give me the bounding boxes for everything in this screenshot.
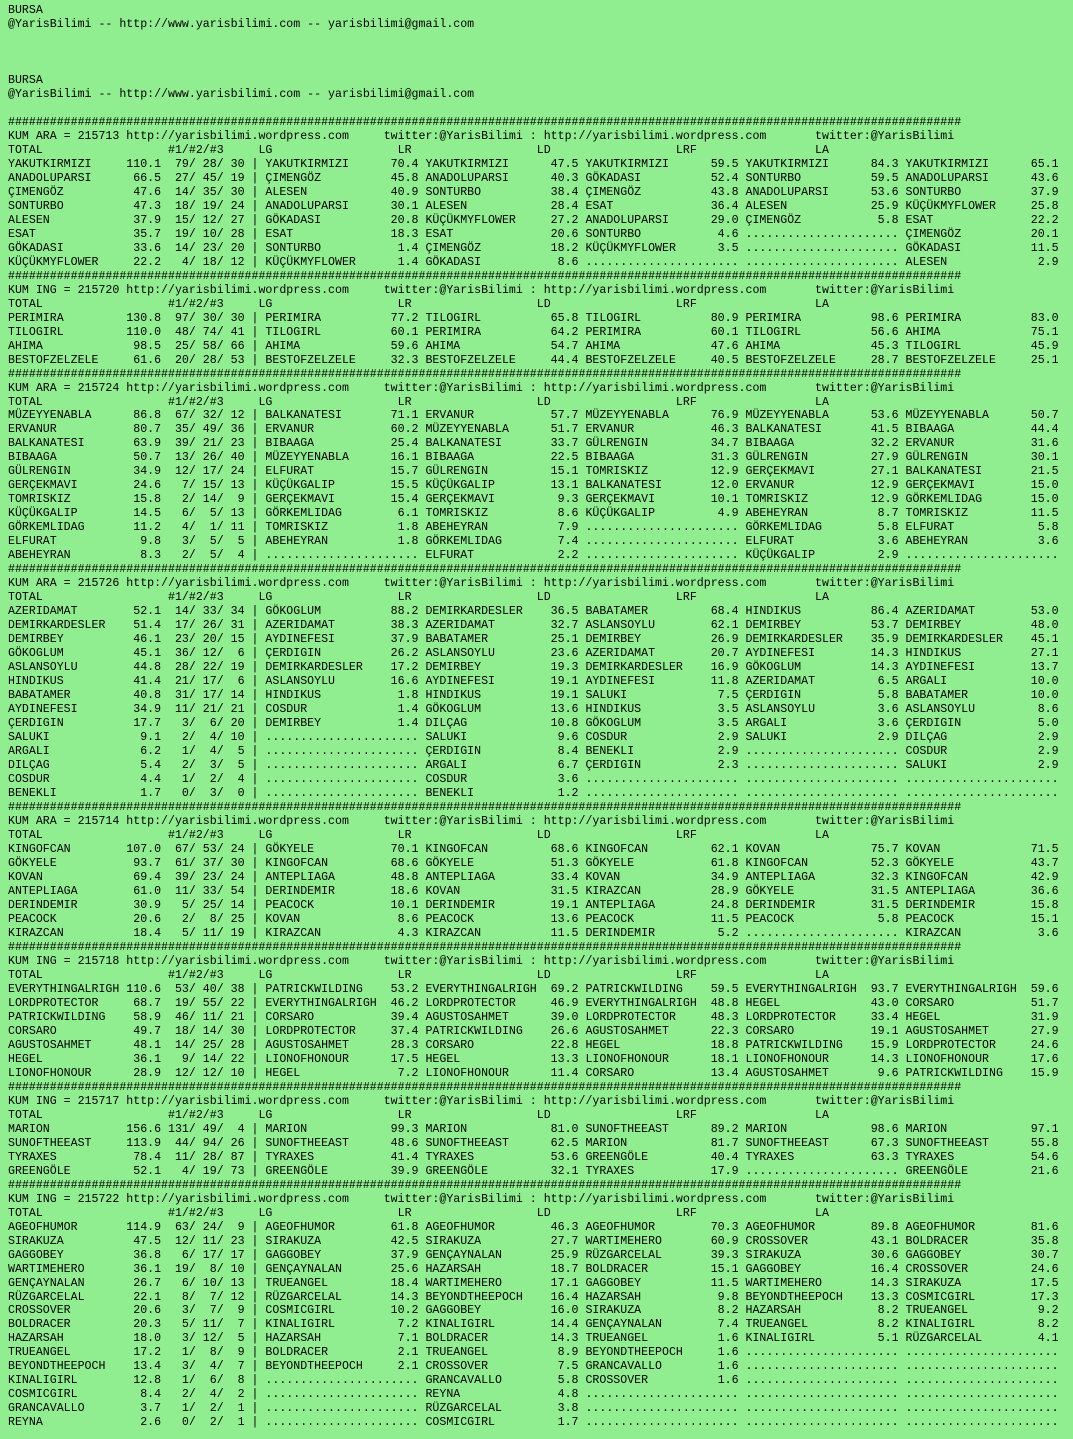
result-row: ÇIMENGÖZ 47.6 14/ 35/ 30 | ALESEN 40.9 SONTURBO 38.4 ÇIMENGÖZ 43.8 ANADOLUPARSI 53.6 SONTURBO 37.9 [8,185,1059,199]
result-row: SALUKI 9.1 2/ 4/ 10 | ...................... SALUKI 9.6 COSDUR 2.9 SALUKI 2.9 DILÇAG 2.9 [8,731,1059,745]
result-row: RÜZGARCELAL 22.1 8/ 7/ 12 | RÜZGARCELAL 14.3 BEYONDTHEEPOCH 16.4 HAZARSAH 9.8 BEYONDTHEEPOCH 13.3 COSMICGIRL 17.3 [8,1290,1059,1304]
result-row: BOLDRACER 20.3 5/ 11/ 7 | KINALIGIRL 7.2 KINALIGIRL 14.4 GENÇAYNALAN 7.4 TRUEANGEL 8.2 KINALIGIRL 8.2 [8,1318,1059,1332]
column-header: TOTAL #1/#2/#3 LG LR LD LRF LA [8,143,829,157]
result-row: LIONOFHONOUR 28.9 12/ 12/ 10 | HEGEL 7.2 LIONOFHONOUR 11.4 CORSARO 13.4 AGUSTOSAHMET 9.6 PATRICKWILDING 15.9 [8,1066,1059,1080]
result-row: GAGGOBEY 36.8 6/ 17/ 17 | GAGGOBEY 37.9 GENÇAYNALAN 25.9 RÜZGARCELAL 39.3 SIRAKUZA 30.6 GAGGOBEY 30.7 [8,1248,1059,1262]
result-row: HINDIKUS 41.4 21/ 17/ 6 | ASLANSOYLU 16.6 AYDINEFESI 19.1 AYDINEFESI 11.8 AZERIDAMAT 6.5 ARGALI 10.0 [8,675,1059,689]
blank-line [8,46,1073,60]
result-row: AZERIDAMAT 52.1 14/ 33/ 34 | GÖKOGLUM 88.2 DEMIRKARDESLER 36.5 BABATAMER 68.4 HINDIKUS 86.4 AZERIDAMAT 53.0 [8,605,1059,619]
contact-line: @YarisBilimi -- http://www.yarisbilimi.com -- yarisbilimi@gmail.com [8,17,475,31]
blank-line [8,60,1073,74]
result-row: KOVAN 69.4 39/ 23/ 24 | ANTEPLIAGA 48.8 ANTEPLIAGA 33.4 KOVAN 34.9 ANTEPLIAGA 32.3 KINGOFCAN 42.9 [8,870,1059,884]
race-header: KUM ARA = 215726 http://yarisbilimi.wordpress.com twitter:@YarisBilimi : http://yarisbilimi.wordpress.com twitter:@YarisBilimi [8,577,955,591]
result-row: YAKUTKIRMIZI 110.1 79/ 28/ 30 | YAKUTKIRMIZI 70.4 YAKUTKIRMIZI 47.5 YAKUTKIRMIZI 59.5 YAKUTKIRMIZI 84.3 YAKUTKIRMIZI 65.1 [8,157,1059,171]
result-row: ABEHEYRAN 8.3 2/ 5/ 4 | ...................... ELFURAT 2.2 ...................... KÜÇÜKGALIP 2.9 ...................... [8,549,1059,563]
separator-line: ######################################################################################################################################### [8,1080,962,1094]
result-row: PATRICKWILDING 58.9 46/ 11/ 21 | CORSARO 39.4 AGUSTOSAHMET 39.0 LORDPROTECTOR 48.3 LORDPROTECTOR 33.4 HEGEL 31.9 [8,1010,1059,1024]
result-row: GENÇAYNALAN 26.7 6/ 10/ 13 | TRUEANGEL 18.4 WARTIMEHERO 17.1 GAGGOBEY 11.5 WARTIMEHERO 14.3 SIRAKUZA 17.5 [8,1276,1059,1290]
result-row: EVERYTHINGALRIGH 110.6 53/ 40/ 38 | PATRICKWILDING 53.2 EVERYTHINGALRIGH 69.2 PATRICKWILDING 59.5 EVERYTHINGALRIGH 93.7 EVERYTHINGALRIGH 59.6 [8,982,1059,996]
result-row: PEACOCK 20.6 2/ 8/ 25 | KOVAN 8.6 PEACOCK 13.6 PEACOCK 11.5 PEACOCK 5.8 PEACOCK 15.1 [8,912,1059,926]
race-header: KUM ING = 215722 http://yarisbilimi.wordpress.com twitter:@YarisBilimi : http://yarisbilimi.wordpress.com twitter:@YarisBilimi [8,1192,955,1206]
column-header: TOTAL #1/#2/#3 LG LR LD LRF LA [8,829,829,843]
race-header: KUM ARA = 215713 http://yarisbilimi.wordpress.com twitter:@YarisBilimi : http://yarisbilimi.wordpress.com twitter:@YarisBilimi [8,129,955,143]
result-row: ERVANUR 80.7 35/ 49/ 36 | ERVANUR 60.2 MÜZEYYENABLA 51.7 ERVANUR 46.3 BALKANATESI 41.5 BIBAAGA 44.4 [8,423,1059,437]
result-row: GREENGÖLE 52.1 4/ 19/ 73 | GREENGÖLE 39.9 GREENGÖLE 32.1 TYRAXES 17.9 ...................... GREENGÖLE 21.6 [8,1164,1059,1178]
result-row: WARTIMEHERO 36.1 19/ 8/ 10 | GENÇAYNALAN 25.6 HAZARSAH 18.7 BOLDRACER 15.1 GAGGOBEY 16.4 CROSSOVER 24.6 [8,1262,1059,1276]
city-title: BURSA [8,4,43,17]
result-row: AGEOFHUMOR 114.9 63/ 24/ 9 | AGEOFHUMOR 61.8 AGEOFHUMOR 46.3 AGEOFHUMOR 70.3 AGEOFHUMOR 89.8 AGEOFHUMOR 81.6 [8,1220,1059,1234]
result-row: SIRAKUZA 47.5 12/ 11/ 23 | SIRAKUZA 42.5 SIRAKUZA 27.7 WARTIMEHERO 60.9 CROSSOVER 43.1 BOLDRACER 35.8 [8,1234,1059,1248]
separator-line: ######################################################################################################################################### [8,563,962,577]
separator-line: ######################################################################################################################################### [8,801,962,815]
result-row: GÖKADASI 33.6 14/ 23/ 20 | SONTURBO 1.4 ÇIMENGÖZ 18.2 KÜÇÜKMYFLOWER 3.5 ...................... GÖKADASI 11.5 [8,241,1059,255]
result-row: DILÇAG 5.4 2/ 3/ 5 | ...................... ARGALI 6.7 ÇERDIGIN 2.3 ...................... SALUKI 2.9 [8,759,1059,773]
separator-line: ######################################################################################################################################### [8,1178,962,1192]
result-row: ÇERDIGIN 17.7 3/ 6/ 20 | DEMIRBEY 1.4 DILÇAG 10.8 GÖKOGLUM 3.5 ARGALI 3.6 ÇERDIGIN 5.0 [8,717,1059,731]
column-header: TOTAL #1/#2/#3 LG LR LD LRF LA [8,297,829,311]
result-row: ELFURAT 9.8 3/ 5/ 5 | ABEHEYRAN 1.8 GÖRKEMLIDAG 7.4 ...................... ELFURAT 3.6 ABEHEYRAN 3.6 [8,535,1059,549]
result-row: COSMICGIRL 8.4 2/ 4/ 2 | ...................... REYNA 4.8 ...................... ...................... ...................... [8,1388,1059,1402]
result-row: TOMRISKIZ 15.8 2/ 14/ 9 | GERÇEKMAVI 15.4 GERÇEKMAVI 9.3 GERÇEKMAVI 10.1 TOMRISKIZ 12.9 GÖRKEMLIDAG 15.0 [8,493,1059,507]
result-row: DEMIRKARDESLER 51.4 17/ 26/ 31 | AZERIDAMAT 38.3 AZERIDAMAT 32.7 ASLANSOYLU 62.1 DEMIRBEY 53.7 DEMIRBEY 48.0 [8,619,1059,633]
result-row: HEGEL 36.1 9/ 14/ 22 | LIONOFHONOUR 17.5 HEGEL 13.3 LIONOFHONOUR 18.1 LIONOFHONOUR 14.3 LIONOFHONOUR 17.6 [8,1052,1059,1066]
separator-line: ######################################################################################################################################### [8,269,962,283]
result-row: KÜÇÜKMYFLOWER 22.2 4/ 18/ 12 | KÜÇÜKMYFLOWER 1.4 GÖKADASI 8.6 ...................... ...................... ALESEN 2.9 [8,255,1059,269]
separator-line: ######################################################################################################################################### [8,367,962,381]
result-row: COSDUR 4.4 1/ 2/ 4 | ...................... COSDUR 3.6 ...................... ...................... ...................... [8,773,1059,787]
column-header: TOTAL #1/#2/#3 LG LR LD LRF LA [8,1108,829,1122]
contact-line: @YarisBilimi -- http://www.yarisbilimi.com -- yarisbilimi@gmail.com [8,87,475,101]
result-row: ASLANSOYLU 44.8 28/ 22/ 19 | DEMIRKARDESLER 17.2 DEMIRBEY 19.3 DEMIRKARDESLER 16.9 GÖKOGLUM 14.3 AYDINEFESI 13.7 [8,661,1059,675]
result-row: GERÇEKMAVI 24.6 7/ 15/ 13 | KÜÇÜKGALIP 15.5 KÜÇÜKGALIP 13.1 BALKANATESI 12.0 ERVANUR 12.9 GERÇEKMAVI 15.0 [8,479,1059,493]
result-row: ANTEPLIAGA 61.0 11/ 33/ 54 | DERINDEMIR 18.6 KOVAN 31.5 KIRAZCAN 28.9 GÖKYELE 31.5 ANTEPLIAGA 36.6 [8,884,1059,898]
result-row: GRANCAVALLO 3.7 1/ 2/ 1 | ...................... RÜZGARCELAL 3.8 ...................... ...................... ...................... [8,1402,1059,1416]
column-header: TOTAL #1/#2/#3 LG LR LD LRF LA [8,395,829,409]
race-header: KUM ING = 215720 http://yarisbilimi.wordpress.com twitter:@YarisBilimi : http://yarisbilimi.wordpress.com twitter:@YarisBilimi [8,283,955,297]
result-row: MÜZEYYENABLA 86.8 67/ 32/ 12 | BALKANATESI 71.1 ERVANUR 57.7 MÜZEYYENABLA 76.9 MÜZEYYENABLA 53.6 MÜZEYYENABLA 50.7 [8,409,1059,423]
separator-line: ######################################################################################################################################### [8,115,962,129]
result-row: REYNA 2.6 0/ 2/ 1 | ...................... COSMICGIRL 1.7 ...................... ...................... ...................... [8,1416,1059,1430]
result-row: BALKANATESI 63.9 39/ 21/ 23 | BIBAAGA 25.4 BALKANATESI 33.7 GÜLRENGIN 34.7 BIBAAGA 32.2 ERVANUR 31.6 [8,437,1059,451]
result-row: GÖKOGLUM 45.1 36/ 12/ 6 | ÇERDIGIN 26.2 ASLANSOYLU 23.6 AZERIDAMAT 20.7 AYDINEFESI 14.3 HINDIKUS 27.1 [8,647,1059,661]
result-row: TRUEANGEL 17.2 1/ 8/ 9 | BOLDRACER 2.1 TRUEANGEL 8.9 BEYONDTHEEPOCH 1.6 ...................... ...................... [8,1346,1059,1360]
result-row: CORSARO 49.7 18/ 14/ 30 | LORDPROTECTOR 37.4 PATRICKWILDING 26.6 AGUSTOSAHMET 22.3 CORSARO 19.1 AGUSTOSAHMET 27.9 [8,1024,1059,1038]
result-row: BABATAMER 40.8 31/ 17/ 14 | HINDIKUS 1.8 HINDIKUS 19.1 SALUKI 7.5 ÇERDIGIN 5.8 BABATAMER 10.0 [8,689,1059,703]
result-row: BIBAAGA 50.7 13/ 26/ 40 | MÜZEYYENABLA 16.1 BIBAAGA 22.5 BIBAAGA 31.3 GÜLRENGIN 27.9 GÜLRENGIN 30.1 [8,451,1059,465]
result-row: AGUSTOSAHMET 48.1 14/ 25/ 28 | AGUSTOSAHMET 28.3 CORSARO 22.8 HEGEL 18.8 PATRICKWILDING 15.9 LORDPROTECTOR 24.6 [8,1038,1059,1052]
result-row: KINGOFCAN 107.0 67/ 53/ 24 | GÖKYELE 70.1 KINGOFCAN 68.6 KINGOFCAN 62.1 KOVAN 75.7 KOVAN 71.5 [8,843,1059,856]
result-row: HAZARSAH 18.0 3/ 12/ 5 | HAZARSAH 7.1 BOLDRACER 14.3 TRUEANGEL 1.6 KINALIGIRL 5.1 RÜZGARCELAL 4.1 [8,1332,1059,1346]
result-row: SUNOFTHEEAST 113.9 44/ 94/ 26 | SUNOFTHEEAST 48.6 SUNOFTHEEAST 62.5 MARION 81.7 SUNOFTHEEAST 67.3 SUNOFTHEEAST 55.8 [8,1136,1059,1150]
result-row: GÖRKEMLIDAG 11.2 4/ 1/ 11 | TOMRISKIZ 1.8 ABEHEYRAN 7.9 ...................... GÖRKEMLIDAG 5.8 ELFURAT 5.8 [8,521,1059,535]
race-header: KUM ARA = 215714 http://yarisbilimi.wordpress.com twitter:@YarisBilimi : http://yarisbilimi.wordpress.com twitter:@YarisBilimi [8,815,955,829]
result-row: BESTOFZELZELE 61.6 20/ 28/ 53 | BESTOFZELZELE 32.3 BESTOFZELZELE 44.4 BESTOFZELZELE 40.5 BESTOFZELZELE 28.7 BESTOFZELZELE 25.1 [8,353,1059,367]
result-row: SONTURBO 47.3 18/ 19/ 24 | ANADOLUPARSI 30.1 ALESEN 28.4 ESAT 36.4 ALESEN 25.9 KÜÇÜKMYFLOWER 25.8 [8,199,1059,213]
result-row: AHIMA 98.5 25/ 58/ 66 | AHIMA 59.6 AHIMA 54.7 AHIMA 47.6 AHIMA 45.3 TILOGIRL 45.9 [8,339,1059,353]
result-row: GÖKYELE 93.7 61/ 37/ 30 | KINGOFCAN 68.6 GÖKYELE 51.3 GÖKYELE 61.8 KINGOFCAN 52.3 GÖKYELE 43.7 [8,856,1059,870]
separator-line: ######################################################################################################################################### [8,940,962,954]
result-row: ALESEN 37.9 15/ 12/ 27 | GÖKADASI 20.8 KÜÇÜKMYFLOWER 27.2 ANADOLUPARSI 29.0 ÇIMENGÖZ 5.8 ESAT 22.2 [8,213,1059,227]
result-row: DERINDEMIR 30.9 5/ 25/ 14 | PEACOCK 10.1 DERINDEMIR 19.1 ANTEPLIAGA 24.8 DERINDEMIR 31.5 DERINDEMIR 15.8 [8,898,1059,912]
result-row: BENEKLI 1.7 0/ 3/ 0 | ...................... BENEKLI 1.2 ...................... ...................... ...................... [8,787,1059,801]
result-row: LORDPROTECTOR 68.7 19/ 55/ 22 | EVERYTHINGALRIGH 46.2 LORDPROTECTOR 46.9 EVERYTHINGALRIGH 48.8 HEGEL 43.0 CORSARO 51.7 [8,996,1059,1010]
result-row: ESAT 35.7 19/ 10/ 28 | ESAT 18.3 ESAT 20.6 SONTURBO 4.6 ...................... ÇIMENGÖZ 20.1 [8,227,1059,241]
result-row: GÜLRENGIN 34.9 12/ 17/ 24 | ELFURAT 15.7 GÜLRENGIN 15.1 TOMRISKIZ 12.9 GERÇEKMAVI 27.1 BALKANATESI 21.5 [8,465,1059,479]
result-row: PERIMIRA 130.8 97/ 30/ 30 | PERIMIRA 77.2 TILOGIRL 65.8 TILOGIRL 80.9 PERIMIRA 98.6 PERIMIRA 83.0 [8,311,1059,325]
result-row: BEYONDTHEEPOCH 13.4 3/ 4/ 7 | BEYONDTHEEPOCH 2.1 CROSSOVER 7.5 GRANCAVALLO 1.6 ...................... ...................... [8,1360,1059,1374]
result-row: DEMIRBEY 46.1 23/ 20/ 15 | AYDINEFESI 37.9 BABATAMER 25.1 DEMIRBEY 26.9 DEMIRKARDESLER 35.9 DEMIRKARDESLER 45.1 [8,633,1059,647]
column-header: TOTAL #1/#2/#3 LG LR LD LRF LA [8,968,829,982]
blank-line [8,32,1073,46]
result-row: AYDINEFESI 34.9 11/ 21/ 21 | COSDUR 1.4 GÖKOGLUM 13.6 HINDIKUS 3.5 ASLANSOYLU 3.6 ASLANSOYLU 8.6 [8,703,1059,717]
race-header: KUM ING = 215717 http://yarisbilimi.wordpress.com twitter:@YarisBilimi : http://yarisbilimi.wordpress.com twitter:@YarisBilimi [8,1094,955,1108]
result-row: ANADOLUPARSI 66.5 27/ 45/ 19 | ÇIMENGÖZ 45.8 ANADOLUPARSI 40.3 GÖKADASI 52.4 SONTURBO 59.5 ANADOLUPARSI 43.6 [8,171,1059,185]
result-row: CROSSOVER 20.6 3/ 7/ 9 | COSMICGIRL 10.2 GAGGOBEY 16.0 SIRAKUZA 8.2 HAZARSAH 8.2 TRUEANGEL 9.2 [8,1304,1059,1318]
race-header: KUM ING = 215718 http://yarisbilimi.wordpress.com twitter:@YarisBilimi : http://yarisbilimi.wordpress.com twitter:@YarisBilimi [8,954,955,968]
result-row: TYRAXES 78.4 11/ 28/ 87 | TYRAXES 41.4 TYRAXES 53.6 GREENGÖLE 40.4 TYRAXES 63.3 TYRAXES 54.6 [8,1150,1059,1164]
result-row: MARION 156.6 131/ 49/ 4 | MARION 99.3 MARION 81.0 SUNOFTHEEAST 89.2 MARION 98.6 MARION 97.1 [8,1122,1059,1136]
result-row: KÜÇÜKGALIP 14.5 6/ 5/ 13 | GÖRKEMLIDAG 6.1 TOMRISKIZ 8.6 KÜÇÜKGALIP 4.9 ABEHEYRAN 8.7 TOMRISKIZ 11.5 [8,507,1059,521]
blank-line [8,102,1073,116]
result-row: KINALIGIRL 12.8 1/ 6/ 8 | ...................... GRANCAVALLO 5.8 CROSSOVER 1.6 ...................... ...................... [8,1374,1059,1388]
city-title: BURSA [8,73,43,87]
result-row: ARGALI 6.2 1/ 4/ 5 | ...................... ÇERDIGIN 8.4 BENEKLI 2.9 ...................... COSDUR 2.9 [8,745,1059,759]
race-header: KUM ARA = 215724 http://yarisbilimi.wordpress.com twitter:@YarisBilimi : http://yarisbilimi.wordpress.com twitter:@YarisBilimi [8,381,955,395]
column-header: TOTAL #1/#2/#3 LG LR LD LRF LA [8,591,829,605]
column-header: TOTAL #1/#2/#3 LG LR LD LRF LA [8,1206,829,1220]
result-row: TILOGIRL 110.0 48/ 74/ 41 | TILOGIRL 60.1 PERIMIRA 64.2 PERIMIRA 60.1 TILOGIRL 56.6 AHIMA 75.1 [8,325,1059,339]
result-row: KIRAZCAN 18.4 5/ 11/ 19 | KIRAZCAN 4.3 KIRAZCAN 11.5 DERINDEMIR 5.2 ...................... KIRAZCAN 3.6 [8,926,1059,940]
